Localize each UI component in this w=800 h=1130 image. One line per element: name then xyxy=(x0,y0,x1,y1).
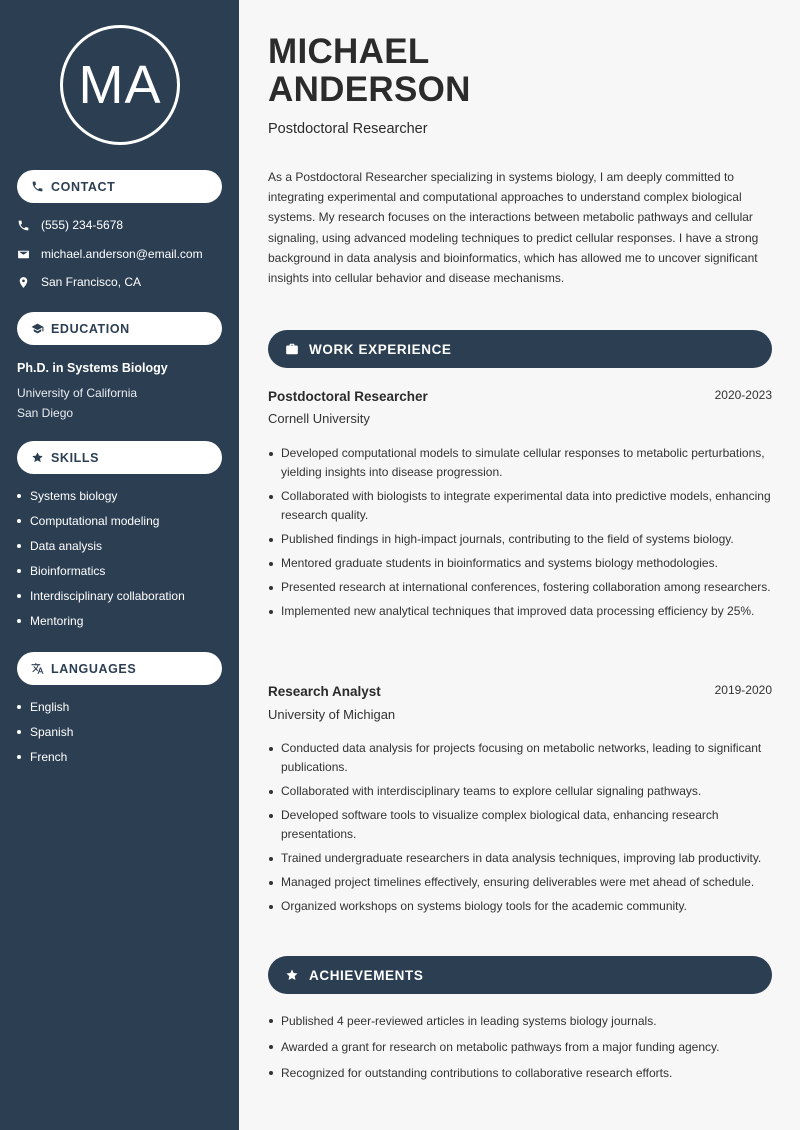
list-item: Published findings in high-impact journals, contributing to the field of systems biology. xyxy=(268,530,772,549)
education-heading xyxy=(17,312,222,345)
list-item: Collaborated with interdisciplinary teams to explore cellular signaling pathways. xyxy=(268,782,772,801)
skills-list xyxy=(17,483,185,633)
name-last: ANDERSON xyxy=(268,70,471,109)
translate-icon xyxy=(31,662,44,675)
list-item: Collaborated with biologists to integrate experimental data into predictive models, enhancing research quality. xyxy=(268,487,772,525)
phone-icon xyxy=(17,219,30,232)
skill-item: Bioinformatics xyxy=(17,558,185,583)
achievements-label: ACHIEVEMENTS xyxy=(309,967,424,983)
skill-item: Data analysis xyxy=(17,533,185,558)
name-first: MICHAEL xyxy=(268,32,430,71)
list-item: Trained undergraduate researchers in data analysis techniques, improving lab productivity. xyxy=(268,849,772,868)
list-item: Published 4 peer-reviewed articles in leading systems biology journals. xyxy=(268,1011,772,1031)
contact-phone xyxy=(17,218,123,232)
job-2-title: Research Analyst xyxy=(268,684,381,699)
contact-heading-label: CONTACT xyxy=(51,179,116,194)
phone-text: (555) 234-5678 xyxy=(41,218,124,232)
monogram-avatar: MA xyxy=(60,25,180,145)
star-icon xyxy=(285,968,299,982)
contact-heading xyxy=(17,170,222,203)
language-item: Spanish xyxy=(17,719,73,744)
list-item: Conducted data analysis for projects focusing on metabolic networks, leading to significant publications. xyxy=(268,739,772,777)
list-item: Implemented new analytical techniques that improved data processing efficiency by 25%. xyxy=(268,602,772,621)
sidebar xyxy=(0,0,239,1130)
list-item: Presented research at international conferences, fostering collaboration among researchers. xyxy=(268,578,772,597)
achievements-heading xyxy=(268,956,772,994)
job-2-years: 2019-2020 xyxy=(714,683,772,697)
email-text: michael.anderson@email.com xyxy=(41,247,203,261)
education-degree: Ph.D. in Systems Biology xyxy=(17,361,168,375)
profile-summary: As a Postdoctoral Researcher specializing in systems biology, I am deeply committed to integrating experimental and computational approaches to understand complex biological systems. My research focuses on the interactions between metabolic pathways and cellular signaling, using advanced modeling techniques to predict cellular responses. I have a strong background in data analysis and bioinformatics, which has allowed me to uncover significant insights into cellular behavior and disease mechanisms. xyxy=(268,170,759,286)
full-name xyxy=(268,33,471,109)
languages-list xyxy=(17,694,73,769)
skill-item: Interdisciplinary collaboration xyxy=(17,583,185,608)
skill-item: Mentoring xyxy=(17,608,185,633)
list-item: Mentored graduate students in bioinformatics and systems biology methodologies. xyxy=(268,554,772,573)
phone-icon xyxy=(31,180,44,193)
skill-item: Systems biology xyxy=(17,483,185,508)
mail-icon xyxy=(17,248,30,261)
list-item: Managed project timelines effectively, ensuring deliverables were met ahead of schedule. xyxy=(268,873,772,892)
education-school-line1: University of California xyxy=(17,386,138,400)
job-1-years: 2020-2023 xyxy=(714,388,772,402)
briefcase-icon xyxy=(285,342,299,356)
job-1-org: Cornell University xyxy=(268,411,370,426)
contact-email xyxy=(17,247,203,261)
work-experience-heading xyxy=(268,330,772,368)
language-item: English xyxy=(17,694,73,719)
achievements-list xyxy=(268,1011,772,1089)
languages-heading xyxy=(17,652,222,685)
graduation-cap-icon xyxy=(31,322,44,335)
location-text: San Francisco, CA xyxy=(41,275,142,289)
languages-heading-label: LANGUAGES xyxy=(51,661,137,676)
job-1-title: Postdoctoral Researcher xyxy=(268,389,428,404)
job-2-bullets xyxy=(268,739,772,921)
list-item: Organized workshops on systems biology tools for the academic community. xyxy=(268,897,772,916)
skills-heading-label: SKILLS xyxy=(51,450,100,465)
skill-item: Computational modeling xyxy=(17,508,185,533)
job-1-bullets xyxy=(268,444,772,626)
list-item: Developed software tools to visualize complex biological data, enhancing research presentations. xyxy=(268,806,772,844)
contact-location xyxy=(17,275,141,289)
education-school xyxy=(17,383,217,423)
list-item: Recognized for outstanding contributions to collaborative research efforts. xyxy=(268,1063,772,1083)
language-item: French xyxy=(17,744,73,769)
education-heading-label: EDUCATION xyxy=(51,321,130,336)
skills-heading xyxy=(17,441,222,474)
list-item: Awarded a grant for research on metabolic pathways from a major funding agency. xyxy=(268,1037,772,1057)
job-2-org: University of Michigan xyxy=(268,707,396,722)
education-school-line2: San Diego xyxy=(17,406,74,420)
star-icon xyxy=(31,451,44,464)
location-pin-icon xyxy=(17,276,30,289)
job-title: Postdoctoral Researcher xyxy=(268,121,428,137)
list-item: Developed computational models to simulate cellular responses to metabolic perturbations, yielding insights into disease progression. xyxy=(268,444,772,482)
work-experience-label: WORK EXPERIENCE xyxy=(309,341,452,357)
